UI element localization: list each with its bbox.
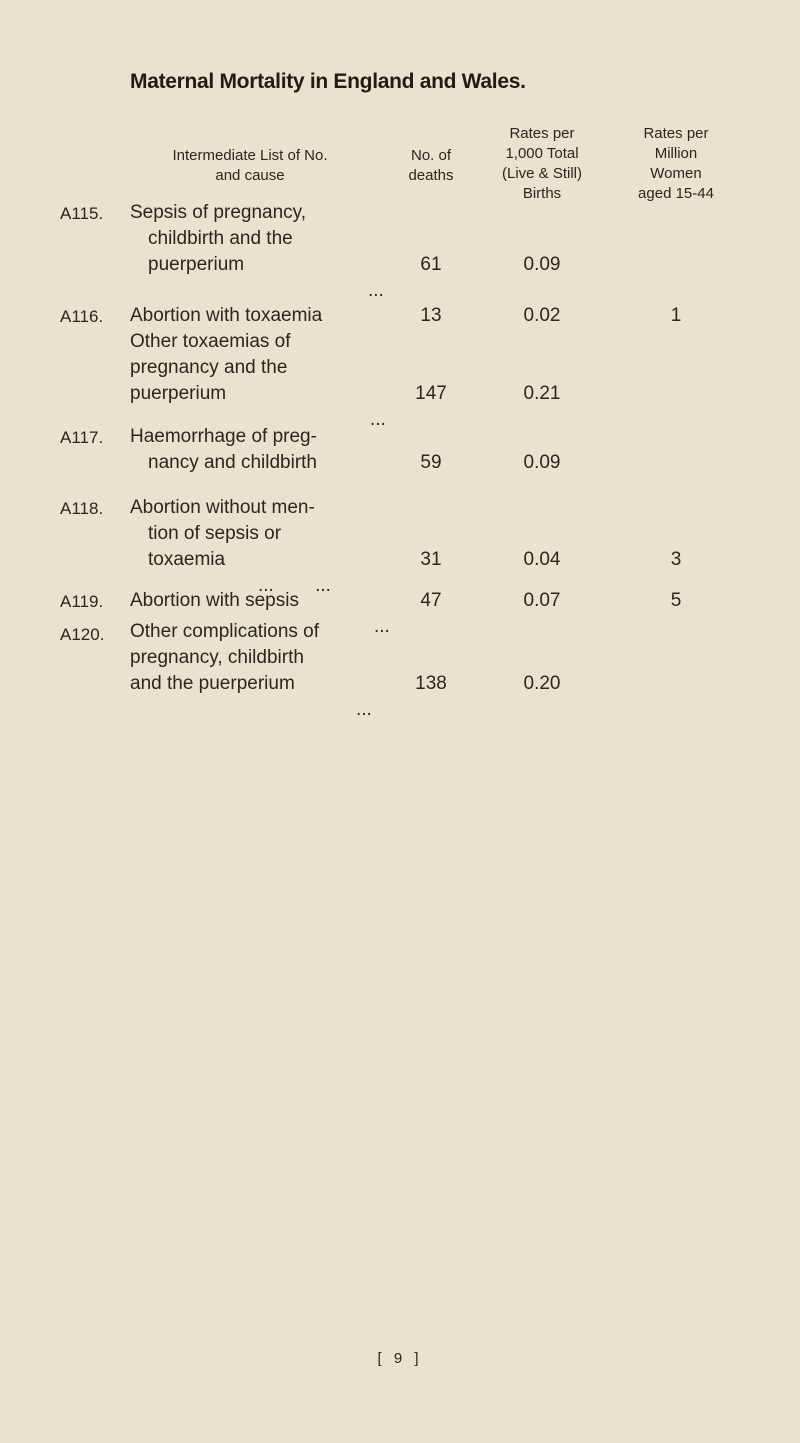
row-code: A116. [60, 307, 104, 326]
header-rate-women [612, 124, 740, 204]
row-deaths: 13 [420, 305, 442, 326]
cause-text: and the puerperium [130, 673, 295, 694]
leader-dots: ... [368, 280, 384, 301]
cause-line: Abortion with toxaemia [130, 305, 323, 326]
cause-line: tion of sepsis or [148, 523, 282, 544]
row-rate-births: 0.20 [523, 673, 561, 694]
cause-text: toxaemia [148, 549, 226, 570]
row-code: A118. [60, 499, 104, 518]
cause-line: Sepsis of pregnancy, [130, 202, 307, 223]
page-title: Maternal Mortality in England and Wales. [130, 70, 526, 93]
header-deaths [396, 146, 466, 186]
row-code: A117. [60, 428, 104, 447]
row-cause [130, 495, 400, 596]
leader-dots: ... [356, 699, 372, 720]
cause-text: puerperium [130, 383, 227, 404]
cause-text: Abortion with sepsis [130, 590, 299, 611]
header-rate-births-line: Rates per [509, 125, 575, 142]
row-code: A119. [60, 592, 104, 611]
cause-line: pregnancy, childbirth [130, 647, 304, 668]
header-deaths-line: No. of [410, 147, 452, 164]
row-cause [130, 619, 400, 720]
row-rate-births: 0.02 [523, 305, 561, 326]
row-cause [130, 329, 400, 430]
cause-line: nancy and childbirth [148, 452, 317, 473]
row-code: A115. [60, 204, 104, 223]
leader-dots: ... [374, 616, 390, 637]
cause-line: Other toxaemias of [130, 331, 291, 352]
header-rate-births [480, 124, 604, 204]
row-deaths: 59 [420, 452, 442, 473]
row-rate-births: 0.21 [523, 383, 561, 404]
row-cause [130, 424, 400, 476]
row-rate-women: 1 [670, 305, 682, 326]
page-number: [ 9 ] [377, 1350, 423, 1367]
row-deaths: 138 [415, 673, 447, 694]
cause-line: pregnancy and the [130, 357, 288, 378]
cause-line [130, 547, 400, 596]
header-rate-women-line: Women [650, 165, 702, 182]
row-rate-births: 0.04 [523, 549, 561, 570]
row-deaths: 61 [420, 254, 442, 275]
cause-line: Abortion without men- [130, 497, 315, 518]
header-rate-women-line: Rates per [643, 125, 709, 142]
cause-line [130, 671, 400, 720]
row-rate-women: 3 [670, 549, 682, 570]
row-rate-births: 0.09 [523, 452, 561, 473]
row-deaths: 31 [420, 549, 442, 570]
row-code: A120. [60, 625, 105, 644]
header-rate-births-line: Births [522, 185, 562, 202]
row-deaths: 147 [415, 383, 447, 404]
cause-line [130, 252, 400, 301]
cause-line [130, 381, 400, 430]
header-cause-line: Intermediate List of No. [172, 147, 328, 164]
header-rate-births-line: 1,000 Total [505, 145, 579, 162]
row-cause [130, 200, 400, 301]
header-deaths-line: deaths [408, 167, 454, 184]
cause-text: puerperium [148, 254, 245, 275]
leader-dots: ... ... [258, 575, 331, 596]
header-rate-women-line: aged 15-44 [638, 185, 714, 202]
cause-line: Other complications of [130, 621, 320, 642]
row-rate-women: 5 [670, 590, 682, 611]
row-deaths: 47 [420, 590, 442, 611]
header-rate-births-line: (Live & Still) [501, 165, 583, 182]
cause-line: childbirth and the [148, 228, 293, 249]
cause-line: Haemorrhage of preg- [130, 426, 317, 447]
row-cause [130, 303, 400, 329]
leader-dots: ... [370, 409, 386, 430]
header-cause [110, 146, 390, 186]
header-rate-women-line: Million [654, 145, 698, 162]
row-rate-births: 0.07 [523, 590, 561, 611]
row-rate-births: 0.09 [523, 254, 561, 275]
header-cause-line: and cause [215, 167, 285, 184]
